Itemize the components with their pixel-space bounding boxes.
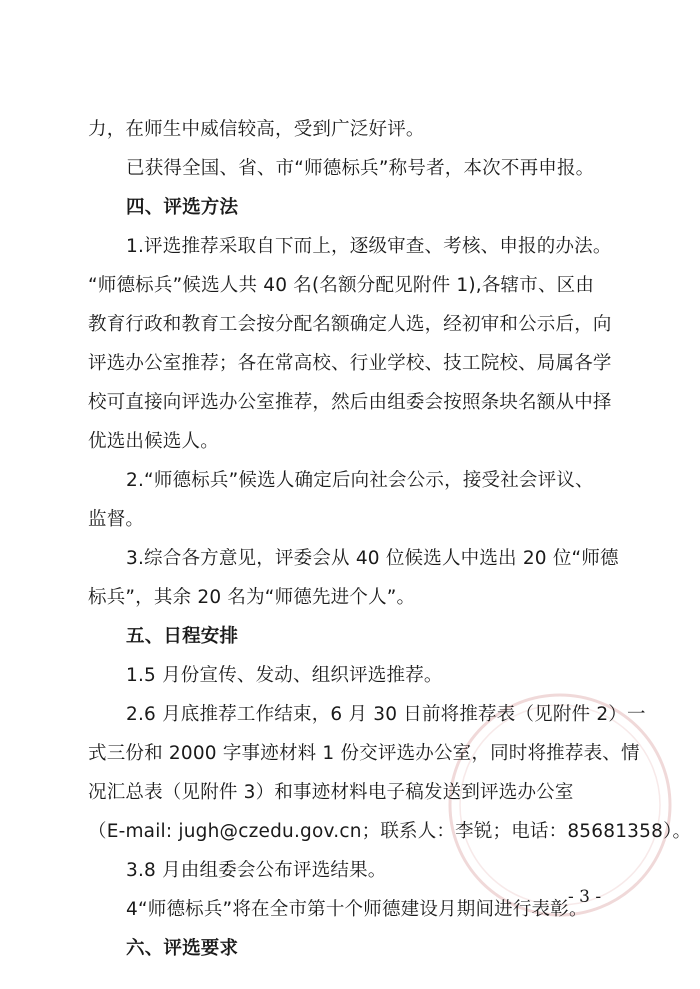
paragraph-line: 已获得全国、省、市“师德标兵”称号者，本次不再申报。 — [126, 158, 595, 179]
section-heading: 六、评选要求 — [126, 938, 239, 959]
paragraph-line: 3.综合各方意见，评委会从 40 位候选人中选出 20 位“师德 — [126, 548, 619, 569]
paragraph-line: （E-mail: jugh@czedu.gov.cn；联系人：李锐；电话：85681358）。 — [88, 821, 692, 842]
paragraph-line: 教育行政和教育工会按分配名额确定人选，经初审和公示后，向 — [88, 314, 612, 335]
paragraph-line: 力，在师生中威信较高，受到广泛好评。 — [88, 119, 425, 140]
section-heading: 五、日程安排 — [126, 626, 239, 647]
paragraph-line: 1.评选推荐采取自下而上，逐级审查、考核、申报的办法。 — [126, 236, 612, 257]
paragraph-line: 校可直接向评选办公室推荐，然后由组委会按照条块名额从中择 — [88, 392, 612, 413]
paragraph-line: “师德标兵”候选人共 40 名(名额分配见附件 1),各辖市、区由 — [88, 275, 595, 296]
paragraph-line: 监督。 — [88, 509, 145, 530]
paragraph-line: 评选办公室推荐；各在常高校、行业学校、技工院校、局属各学 — [88, 353, 612, 374]
paragraph-line: 3.8 月由组委会公布评选结果。 — [126, 860, 387, 881]
section-heading: 四、评选方法 — [126, 197, 239, 218]
paragraph-line: 标兵”，其余 20 名为“师德先进个人”。 — [88, 587, 416, 608]
paragraph-line: 2.“师德标兵”候选人确定后向社会公示，接受社会评议、 — [126, 470, 594, 491]
paragraph-line: 式三份和 2000 字事迹材料 1 份交评选办公室，同时将推荐表、情 — [88, 743, 640, 764]
paragraph-line: 2.6 月底推荐工作结束，6 月 30 日前将推荐表（见附件 2）一 — [126, 704, 646, 725]
page-number: - 3 - — [568, 887, 602, 907]
paragraph-line: 况汇总表（见附件 3）和事迹材料电子稿发送到评选办公室 — [88, 782, 574, 803]
paragraph-line: 4“师德标兵”将在全市第十个师德建设月期间进行表彰。 — [126, 899, 588, 920]
paragraph-line: 1.5 月份宣传、发动、组织评选推荐。 — [126, 665, 443, 686]
paragraph-line: 优选出候选人。 — [88, 431, 219, 452]
